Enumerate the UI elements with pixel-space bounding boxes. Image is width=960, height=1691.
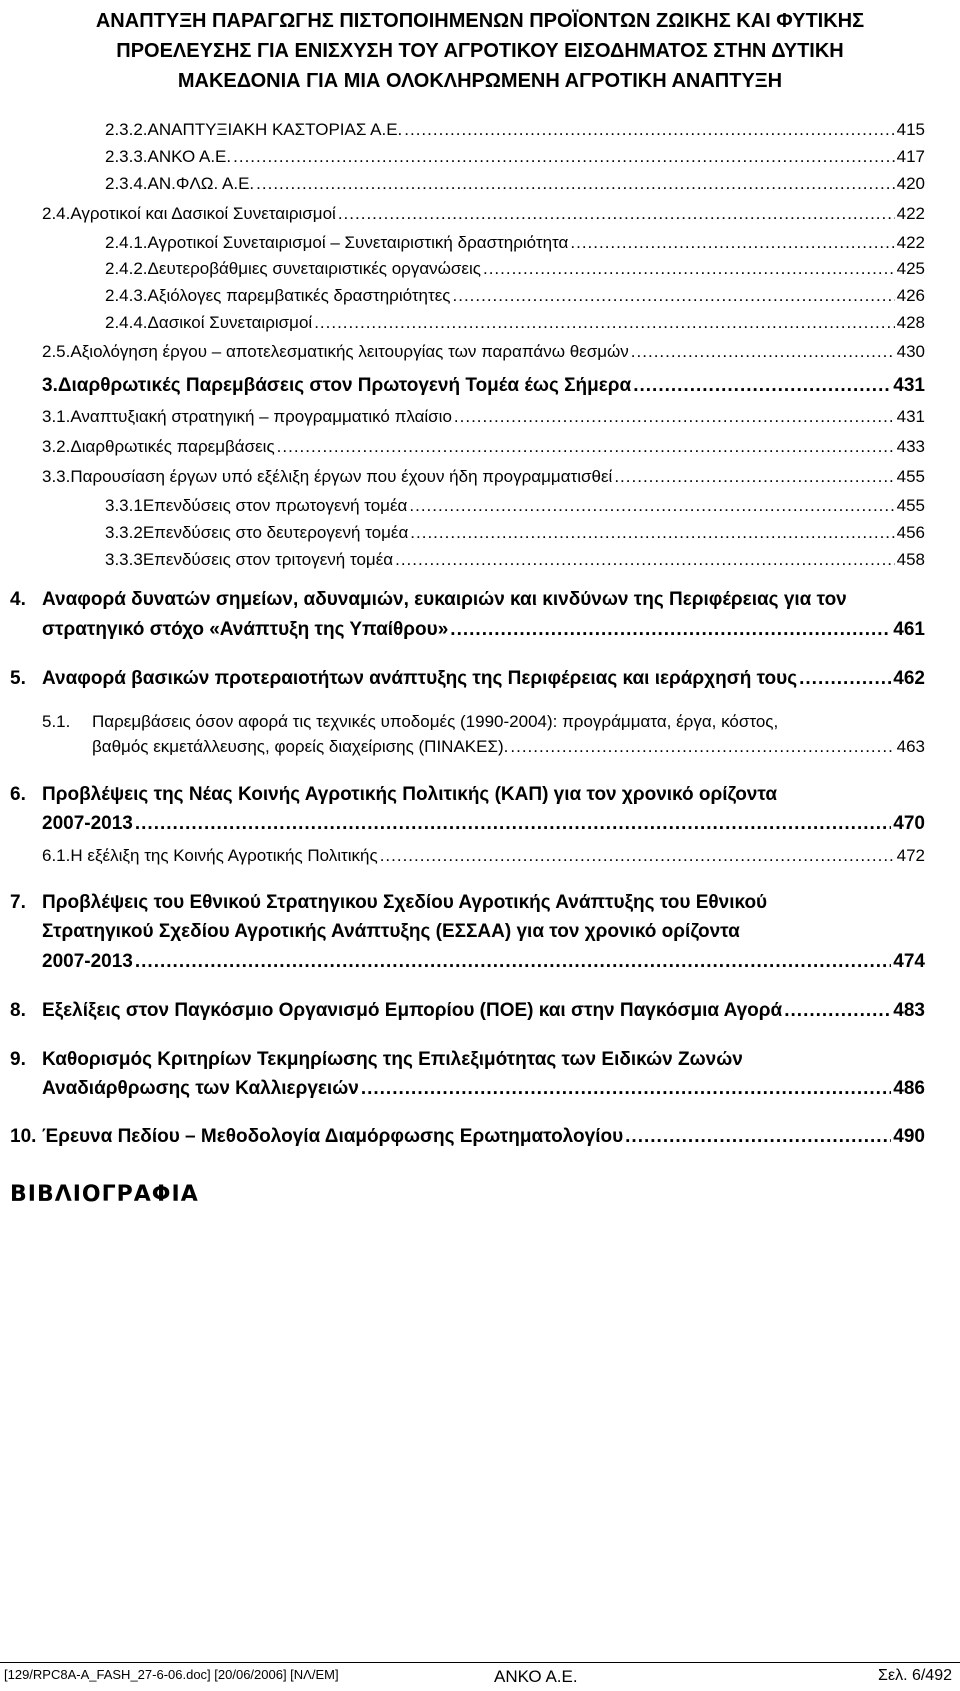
toc-entry-7[interactable]: 2007-2013 ..... 474 — [42, 951, 925, 973]
toc-entry-5-1[interactable]: βαθμός εκμετάλλευσης, φορείς διαχείρισης (ΠΙΝΑΚΕΣ). ..... 463 — [92, 737, 925, 757]
toc-entry-2-4-3[interactable]: 2.4.3. Αξιόλογες παρεμβατικές δραστηριότητες ..... 426 — [105, 286, 925, 306]
toc-entry-2-4-4[interactable]: 2.4.4. Δασικοί Συνεταιρισμοί ..... 428 — [105, 313, 925, 333]
toc-entry-4[interactable]: στρατηγικό στόχο «Ανάπτυξη της Υπαίθρου» ..... 461 — [42, 619, 925, 641]
footer-doc-info: [129/RPC8A-A_FASH_27-6-06.doc] [20/06/2006] [ΝΛ/ΕΜ] — [4, 1667, 339, 1682]
toc-entry-4-num: 4. — [10, 589, 26, 610]
header-line-1: ΑΝΑΠΤΥΞΗ ΠΑΡΑΓΩΓΗΣ ΠΙΣΤΟΠΟΙΗΜΕΝΩΝ ΠΡΟΪΟΝΤΩΝ ΖΩΙΚΗΣ ΚΑΙ ΦΥΤΙΚΗΣ — [95, 10, 865, 32]
toc-entry-7-num: 7. — [10, 892, 26, 913]
page-header — [0, 0, 960, 94]
toc-entry-8[interactable]: Εξελίξεις στον Παγκόσμιο Οργανισμό Εμπορίου (ΠΟΕ) και στην Παγκόσμια Αγορά ..... 483 — [42, 1000, 925, 1022]
toc-entry-6-num: 6. — [10, 784, 26, 805]
toc-entry-3-3[interactable]: 3.3. Παρουσίαση έργων υπό εξέλιξη έργων που έχουν ήδη προγραμματισθεί ..... 455 — [42, 467, 925, 487]
toc-entry-3-1[interactable]: 3.1. Αναπτυξιακή στρατηγική – προγραμματικό πλαίσιο ..... 431 — [42, 407, 925, 427]
toc-entry-2-5[interactable]: 2.5. Αξιολόγηση έργου – αποτελεσματικής λειτουργίας των παραπάνω θεσμών ..... 430 — [42, 342, 925, 362]
toc-entry-7-line2[interactable]: Στρατηγικού Σχεδίου Αγροτικής Ανάπτυξης (ΕΣΣΑΑ) για τον χρονικό ορίζοντα — [42, 921, 740, 942]
toc-entry-2-4-2[interactable]: 2.4.2. Δευτεροβάθμιες συνεταιριστικές οργανώσεις ..... 425 — [105, 259, 925, 279]
page-footer — [4, 1667, 956, 1686]
toc-entry-10-num: 10. — [10, 1126, 37, 1147]
toc-entry-5-num: 5. — [10, 668, 26, 689]
toc-entry-8-num: 8. — [10, 1000, 26, 1021]
toc-entry-7-line1[interactable]: Προβλέψεις του Εθνικού Στρατηγικου Σχεδίου Αγροτικής Ανάπτυξης του Εθνικού — [42, 892, 768, 913]
toc-entry-3-3-2[interactable]: 3.3.2 Επενδύσεις στο δευτερογενή τομέα ..... 456 — [105, 523, 925, 543]
toc-entry-2-3-4[interactable]: 2.3.4. ΑΝ.ΦΛΩ. Α.Ε. ..... 420 — [105, 174, 925, 194]
toc-entry-2-4-1[interactable]: 2.4.1. Αγροτικοί Συνεταιρισμοί – Συνεταιριστική δραστηριότητα ..... 422 — [105, 233, 925, 253]
toc-entry-2-3-2[interactable]: 2.3.2. ΑΝΑΠΤΥΞΙΑΚΗ ΚΑΣΤΟΡΙΑΣ Α.Ε. ..... 415 — [105, 120, 925, 140]
toc-entry-3-3-1[interactable]: 3.3.1 Επενδύσεις στον πρωτογενή τομέα ..... 455 — [105, 496, 925, 516]
toc-entry-2-3-3[interactable]: 2.3.3. ΑΝΚΟ Α.Ε. ..... 417 — [105, 147, 925, 167]
header-line-3: ΜΑΚΕΔΟΝΙΑ ΓΙΑ ΜΙΑ ΟΛΟΚΛΗΡΩΜΕΝΗ ΑΓΡΟΤΙΚΗ ΑΝΑΠΤΥΞΗ — [177, 70, 783, 92]
toc-entry-9-line1[interactable]: Καθορισμός Κριτηρίων Τεκμηρίωσης της Επιλεξιμότητας των Ειδικών Ζωνών — [42, 1049, 743, 1070]
toc-entry-6-line1[interactable]: Προβλέψεις της Νέας Κοινής Αγροτικής Πολιτικής (ΚΑΠ) για τον χρονικό ορίζοντα — [42, 784, 778, 805]
toc-entry-5[interactable]: Αναφορά βασικών προτεραιοτήτων ανάπτυξης της Περιφέρειας και ιεράρχησή τους ..... 462 — [42, 668, 925, 690]
footer-divider — [0, 1662, 960, 1663]
toc-entry-9[interactable]: Αναδιάρθρωσης των Καλλιεργειών ..... 486 — [42, 1078, 925, 1100]
toc-entry-4-line1[interactable]: Αναφορά δυνατών σημείων, αδυναμιών, ευκαιριών και κινδύνων της Περιφέρειας για τον — [42, 589, 847, 610]
toc-entry-5-1-num: 5.1. — [42, 712, 71, 731]
header-line-2: ΠΡΟΕΛΕΥΣΗΣ ΓΙΑ ΕΝΙΣΧΥΣΗ ΤΟΥ ΑΓΡΟΤΙΚΟΥ ΕΙΣΟΔΗΜΑΤΟΣ ΣΤΗΝ ΔΥΤΙΚΗ — [116, 40, 844, 62]
toc-entry-3[interactable]: 3. Διαρθρωτικές Παρεμβάσεις στον Πρωτογενή Τομέα έως Σήμερα ..... 431 — [42, 375, 925, 397]
toc-entry-9-num: 9. — [10, 1049, 26, 1070]
toc-entry-3-3-3[interactable]: 3.3.3 Επενδύσεις στον τριτογενή τομέα ..... 458 — [105, 550, 925, 570]
footer-page-number: Σελ. 6/492 — [878, 1667, 952, 1684]
toc-entry-6[interactable]: 2007-2013 ..... 470 — [42, 813, 925, 835]
toc-entry-3-2[interactable]: 3.2. Διαρθρωτικές παρεμβάσεις ..... 433 — [42, 437, 925, 457]
toc-entry-2-4[interactable]: 2.4. Αγροτικοί και Δασικοί Συνεταιρισμοί ..... 422 — [42, 204, 925, 224]
footer-company: ΑΝΚΟ Α.Ε. — [494, 1667, 578, 1686]
bibliography-heading[interactable]: ΒΙΒΛΙΟΓΡΑΦΙΑ — [10, 1182, 199, 1207]
toc-entry-5-1-line1[interactable]: Παρεμβάσεις όσον αφορά τις τεχνικές υποδομές (1990-2004): προγράμματα, έργα, κόστος, — [92, 712, 779, 731]
toc-entry-10[interactable]: Έρευνα Πεδίου – Μεθοδολογία Διαμόρφωσης Ερωτηματολογίου ..... 490 — [42, 1126, 925, 1148]
toc-entry-6-1[interactable]: 6.1. Η εξέλιξη της Κοινής Αγροτικής Πολιτικής ..... 472 — [42, 846, 925, 866]
